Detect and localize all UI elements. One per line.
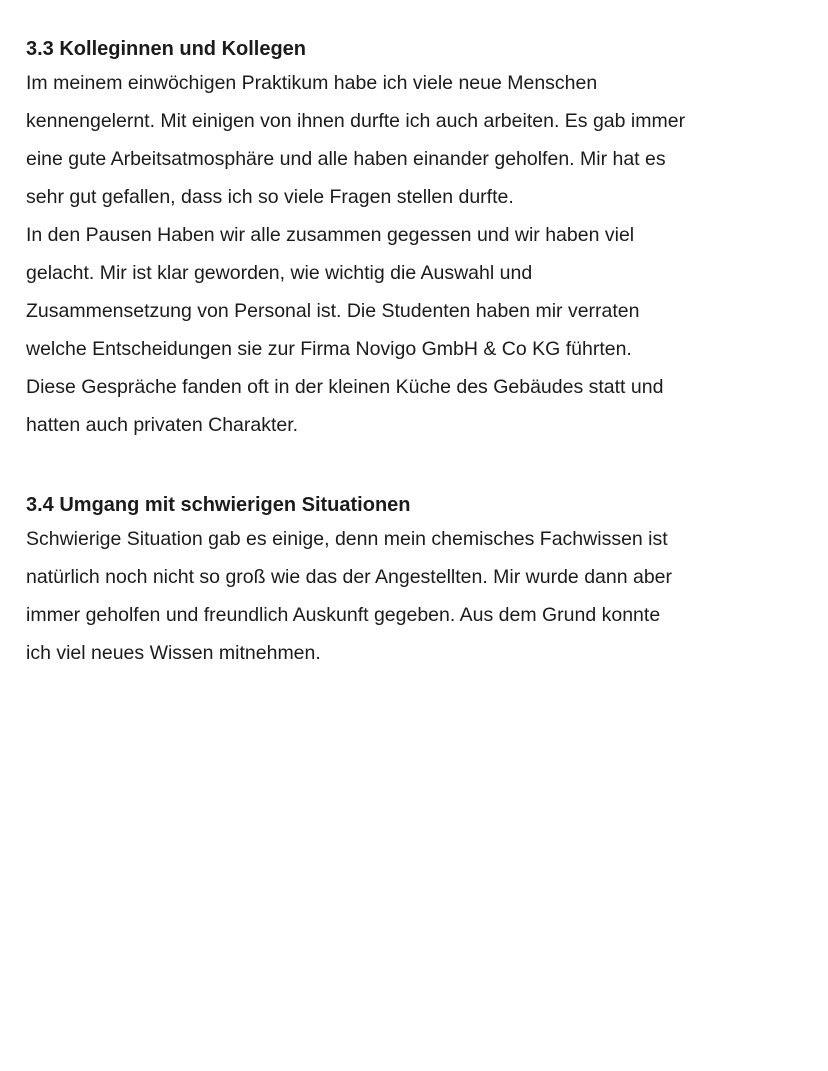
section-umgang-mit-schwierigen-situationen bbox=[26, 490, 786, 672]
text-line: eine gute Arbeitsatmosphäre und alle haben einander geholfen. Mir hat es bbox=[26, 148, 666, 170]
text-line: In den Pausen Haben wir alle zusammen gegessen und wir haben viel bbox=[26, 224, 635, 246]
text-line: kennengelernt. Mit einigen von ihnen durfte ich auch arbeiten. Es gab immer bbox=[26, 110, 686, 132]
section-heading: 3.3 Kolleginnen und Kollegen bbox=[26, 38, 307, 60]
text-line: hatten auch privaten Charakter. bbox=[26, 414, 299, 436]
text-line: welche Entscheidungen sie zur Firma Novigo GmbH & Co KG führten. bbox=[26, 338, 632, 360]
text-line: natürlich noch nicht so groß wie das der Angestellten. Mir wurde dann aber bbox=[26, 566, 673, 588]
text-line: Zusammensetzung von Personal ist. Die Studenten haben mir verraten bbox=[26, 300, 640, 322]
text-line: Schwierige Situation gab es einige, denn mein chemisches Fachwissen ist bbox=[26, 528, 668, 550]
text-line: ich viel neues Wissen mitnehmen. bbox=[26, 642, 321, 664]
section-paragraph bbox=[26, 520, 786, 672]
section-heading: 3.4 Umgang mit schwierigen Situationen bbox=[26, 494, 411, 516]
text-line: Diese Gespräche fanden oft in der kleinen Küche des Gebäudes statt und bbox=[26, 376, 664, 398]
text-line: gelacht. Mir ist klar geworden, wie wichtig die Auswahl und bbox=[26, 262, 533, 284]
text-line: immer geholfen und freundlich Auskunft gegeben. Aus dem Grund konnte bbox=[26, 604, 661, 626]
section-paragraph bbox=[26, 64, 786, 444]
text-line: sehr gut gefallen, dass ich so viele Fragen stellen durfte. bbox=[26, 186, 514, 208]
section-kolleginnen-und-kollegen bbox=[26, 34, 786, 444]
text-line: Im meinem einwöchigen Praktikum habe ich viele neue Menschen bbox=[26, 72, 598, 94]
